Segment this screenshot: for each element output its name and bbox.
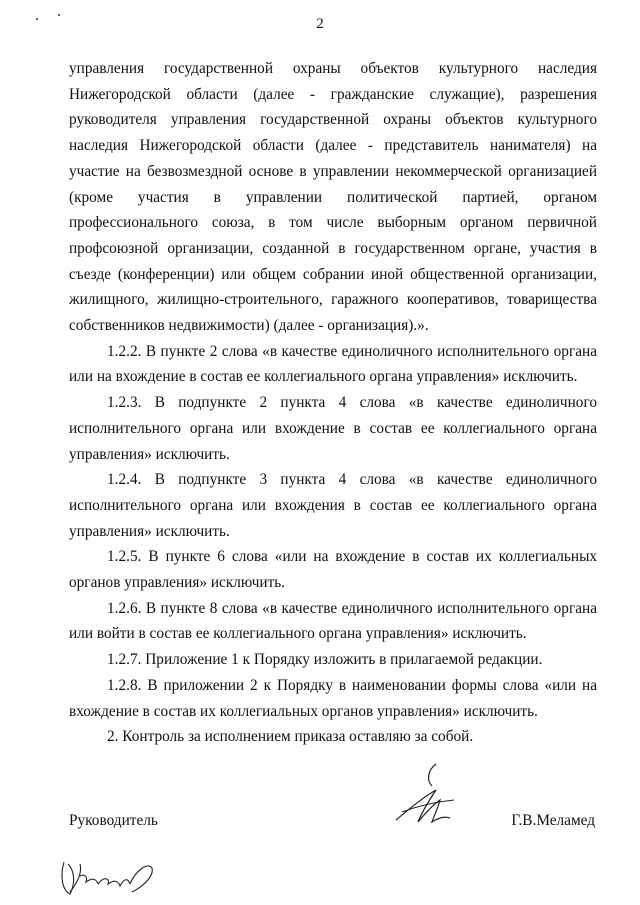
- signatory-name: Г.В.Меламед: [511, 812, 595, 829]
- signatory-title: Руководитель: [69, 812, 158, 829]
- paragraph-1-2-8: 1.2.8. В приложении 2 к Порядку в наименовании формы слова «или на вхождение в состав их коллегиальных органов управления» исключить.: [69, 676, 597, 720]
- paragraph-1-2-4: 1.2.4. В подпункте 3 пункта 4 слова «в качестве единоличного исполнительного органа или вхождения в состав ее коллегиального органа управления» исключить.: [69, 471, 597, 540]
- scan-speck: [36, 18, 38, 20]
- page-number: 2: [316, 16, 324, 32]
- paragraph-continuation: управления государственной охраны объектов культурного наследия Нижегородской области (далее - гражданские служащие), разрешения руководителя управления государственной охраны объектов культурного наследия Нижегородской области (далее - представитель нанимателя) на участие на безвозмездной основе в управлении некоммерческой организацией (кроме участия в управлении политической партией, органом профессионального союза, в том числе выборным органом первичной профсоюзной организации, созданной в государственном органе, участия в съезде (конференции) или общем собрании иной общественной организации, жилищного, жилищно-строительного, гаражного кооперативов, товарищества собственников недвижимости) (далее - организация).».: [69, 60, 597, 335]
- signature-block: [69, 812, 597, 836]
- paragraph-1-2-6: 1.2.6. В пункте 8 слова «в качестве единоличного исполнительного органа или войти в состав ее коллегиального органа управления» исключить.: [69, 599, 597, 643]
- scan-speck: [58, 14, 60, 16]
- paragraph-1-2-3: 1.2.3. В подпункте 2 пункта 4 слова «в качестве единоличного исполнительного органа или вхождение в состав ее коллегиального органа управления» исключить.: [69, 394, 597, 463]
- paragraph-2-control: 2. Контроль за исполнением приказа оставляю за собой.: [107, 728, 474, 746]
- paragraph-1-2-5: 1.2.5. В пункте 6 слова «или на вхождение в состав их коллегиальных органов управления» исключить.: [69, 548, 597, 592]
- paragraph-1-2-2: 1.2.2. В пункте 2 слова «в качестве единоличного исполнительного органа или на вхождение в состав ее коллегиального органа управления» исключить.: [69, 342, 597, 386]
- paragraph-1-2-7: 1.2.7. Приложение 1 к Порядку изложить в прилагаемой редакции.: [107, 651, 543, 669]
- document-body: [69, 56, 597, 750]
- initials-scribble: [58, 852, 158, 902]
